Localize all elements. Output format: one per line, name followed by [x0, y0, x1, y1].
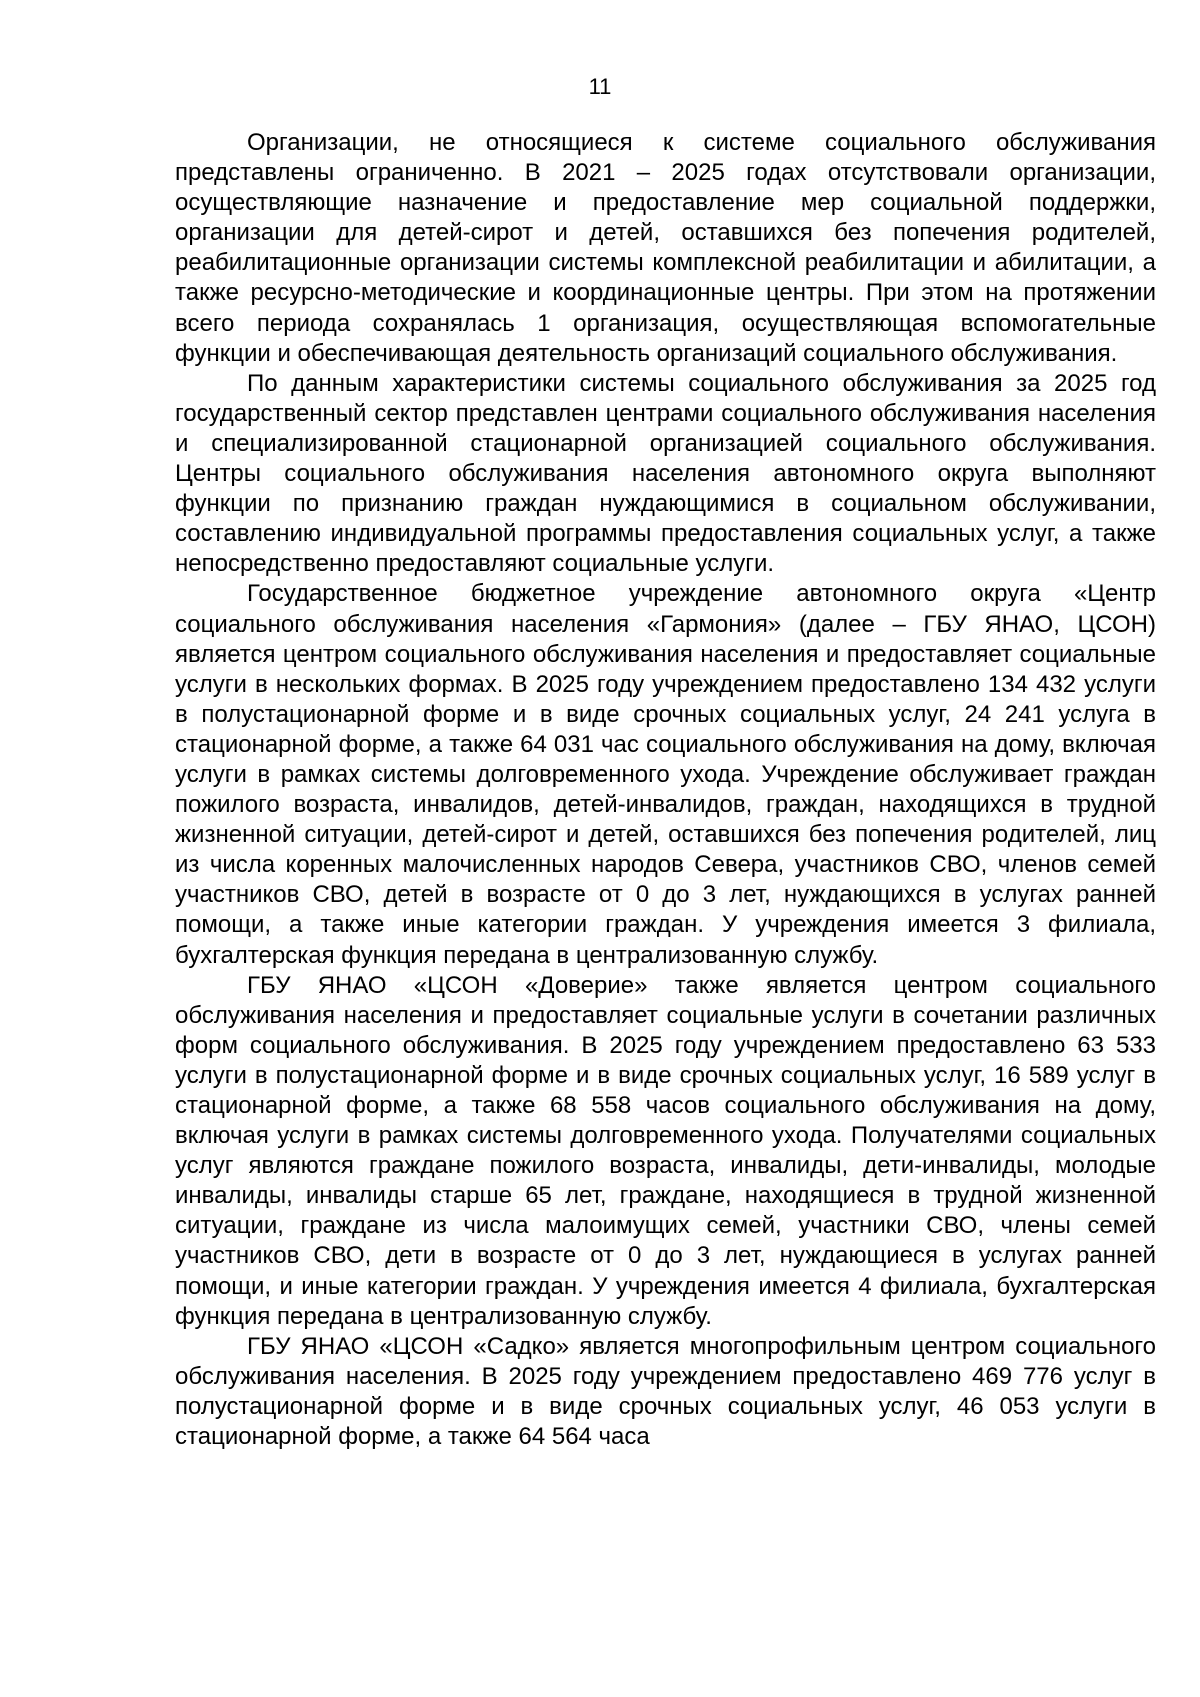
page-number: 11 [588, 74, 612, 99]
paragraph-tsson-garmoniya: Государственное бюджетное учреждение автономного округа «Центр социального обслуживания населения «Гармония» (далее – ГБУ ЯНАО, ЦСОН) является центром социального обслуживания населения и предоставляет социальные услуги в нескольких формах. В 2025 году учреждением предоставлено 134 432 услуги в полустационарной форме и в виде срочных социальных услуг, 24 241 услуга в стационарной форме, а также 64 031 час социального обслуживания на дому, включая услуги в рамках системы долговременного ухода. Учреждение обслуживает граждан пожилого возраста, инвалидов, детей-инвалидов, граждан, находящихся в трудной жизненной ситуации, детей-сирот и детей, оставшихся без попечения родителей, лиц из числа коренных малочисленных народов Севера, участников СВО, членов семей участников СВО, детей в возрасте от 0 до 3 лет, нуждающихся в услугах ранней помощи, а также иные категории граждан. У учреждения имеется 3 филиала, бухгалтерская функция передана в централизованную службу. [175, 580, 1156, 969]
paragraph-other-organizations: Организации, не относящиеся к системе социального обслуживания представлены ограниченно. В 2021 – 2025 годах отсутствовали организации, осуществляющие назначение и предоставление мер социальной поддержки, организации для детей-сирот и детей, оставшихся без попечения родителей, реабилитационные организации системы комплексной реабилитации и абилитации, а также ресурсно-методические и координационные центры. При этом на протяжении всего периода сохранялась 1 организация, осуществляющая вспомогательные функции и обеспечивающая деятельность организаций социального обслуживания. [175, 129, 1156, 367]
paragraph-tsson-doverie: ГБУ ЯНАО «ЦСОН «Доверие» также является центром социального обслуживания населения и предоставляет социальные услуги в сочетании различных форм социального обслуживания. В 2025 году учреждением предоставлено 63 533 услуги в полустационарной форме и в виде срочных социальных услуг, 16 589 услуг в стационарной форме, а также 68 558 часов социального обслуживания на дому, включая услуги в рамках системы долговременного ухода. Получателями социальных услуг являются граждане пожилого возраста, инвалиды, дети-инвалиды, молодые инвалиды, инвалиды старше 65 лет, граждане, находящиеся в трудной жизненной ситуации, граждане из числа малоимущих семей, участники СВО, члены семей участников СВО, дети в возрасте от 0 до 3 лет, нуждающиеся в услугах ранней помощи, и иные категории граждан. У учреждения имеется 4 филиала, бухгалтерская функция передана в централизованную службу. [175, 971, 1156, 1330]
paragraph-tsson-sadko: ГБУ ЯНАО «ЦСОН «Садко» является многопрофильным центром социального обслуживания населения. В 2025 году учреждением предоставлено 469 776 услуг в полустационарной форме и в виде срочных социальных услуг, 46 053 услуги в стационарной форме, а также 64 564 часа [175, 1332, 1156, 1451]
document-body [175, 128, 1156, 1452]
paragraph-state-sector: По данным характеристики системы социального обслуживания за 2025 год государственный сектор представлен центрами социального обслуживания населения и специализированной стационарной организацией социального обслуживания. Центры социального обслуживания населения автономного округа выполняют функции по признанию граждан нуждающимися в социальном обслуживании, составлению индивидуальной программы предоставления социальных услуг, а также непосредственно предоставляют социальные услуги. [175, 369, 1156, 578]
